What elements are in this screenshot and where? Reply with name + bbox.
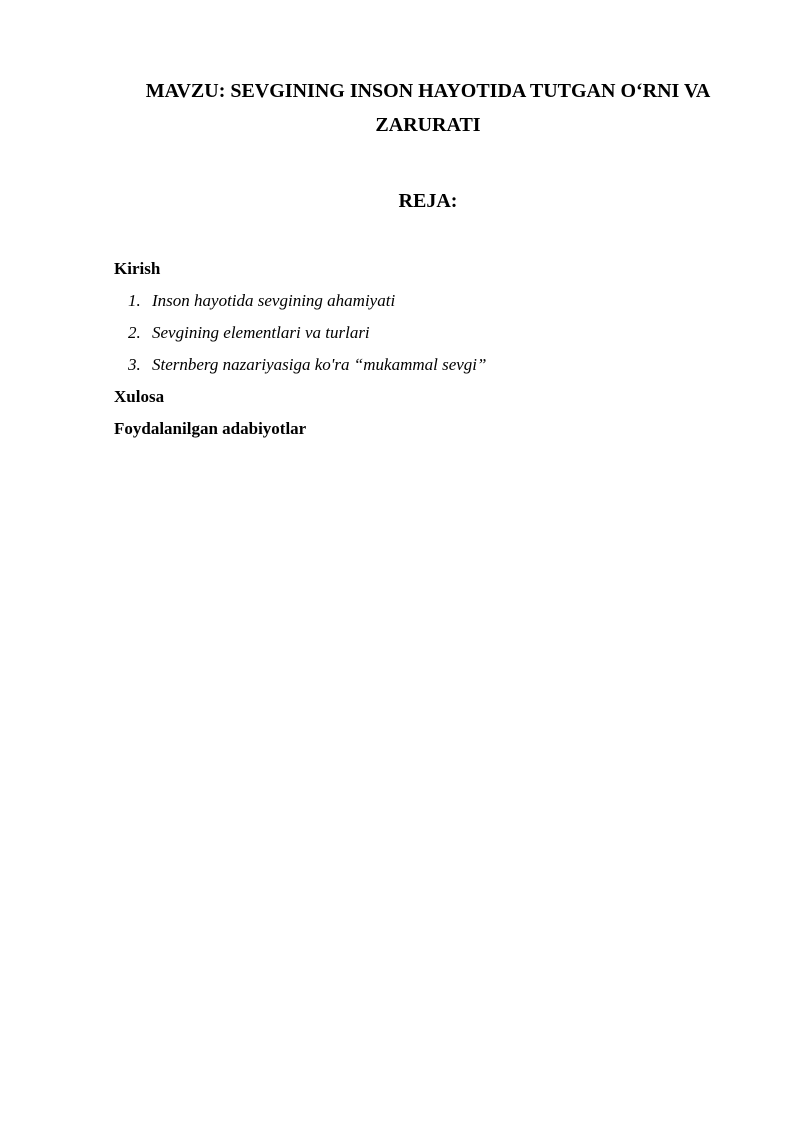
list-item-number: 3.: [128, 355, 141, 374]
list-item-number: 2.: [128, 323, 141, 342]
list-item-text: Sevgining elementlari va turlari: [152, 323, 370, 342]
list-item: [114, 320, 754, 352]
conclusion-heading: Xulosa: [114, 387, 165, 406]
list-item-number: 1.: [128, 291, 141, 310]
list-item: [114, 288, 754, 320]
list-item: [114, 352, 754, 384]
list-item-text: Sternberg nazariyasiga ko'ra “mukammal sevgi”: [152, 355, 487, 374]
title-line-2: ZARURATI: [375, 114, 481, 136]
references-heading: Foydalanilgan adabiyotlar: [114, 419, 307, 438]
intro-heading: Kirish: [114, 259, 161, 278]
title-line-1: MAVZU: SEVGINING INSON HAYOTIDA TUTGAN O‘RNI VA: [145, 80, 711, 102]
list-item-text: Inson hayotida sevgining ahamiyati: [152, 291, 396, 310]
plan-list: [114, 256, 754, 448]
document-title: [100, 74, 756, 142]
plan-heading: REJA:: [398, 190, 458, 212]
